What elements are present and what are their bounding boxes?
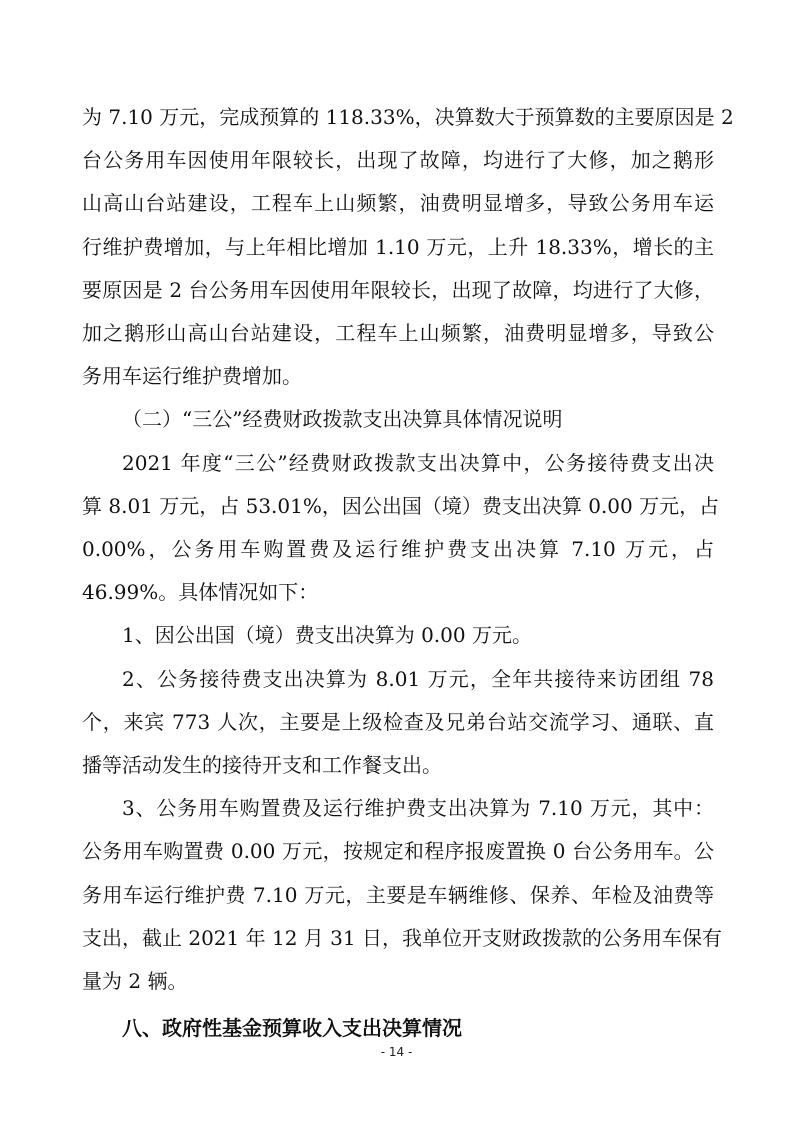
body-text-line: 0.00%，公务用车购置费及运行维护费支出决算 7.10 万元，占 [82, 537, 714, 561]
body-text-line: 加之鹅形山高山台站建设，工程车上山频繁，油费明显增多，导致公 [82, 321, 714, 345]
list-item: 3、公务用车购置费及运行维护费支出决算为 7.10 万元，其中： [122, 796, 714, 821]
body-text-line: 支出，截止 2021 年 12 月 31 日，我单位开支财政拨款的公务用车保有 [82, 925, 722, 950]
body-text-line: 播等活动发生的接待开支和工作餐支出。 [82, 753, 442, 777]
body-text-line: 量为 2 辆。 [82, 969, 188, 993]
body-text-line: 山高山台站建设，工程车上山频繁，油费明显增多，导致公务用车运 [82, 191, 714, 216]
list-item: 1、因公出国（境）费支出决算为 0.00 万元。 [122, 623, 532, 648]
page-number: - 14 - [380, 1045, 413, 1059]
body-text-line: 算 8.01 万元，占 53.01%，因公出国（境）费支出决算 0.00 万元，占 [82, 493, 720, 518]
section-heading: （二）“三公”经费财政拨款支出决算具体情况说明 [122, 407, 563, 432]
body-text-line: 务用车运行维护费 7.10 万元，主要是车辆维修、保养、年检及油费等 [82, 882, 714, 907]
body-text-line: 46.99%。具体情况如下： [82, 580, 319, 605]
body-text-line: 为 7.10 万元，完成预算的 118.33%，决算数大于预算数的主要原因是 2 [82, 105, 734, 129]
body-text-line: 台公务用车因使用年限较长，出现了故障，均进行了大修，加之鹅形 [82, 148, 714, 173]
body-text-line: 2021 年度“三公”经费财政拨款支出决算中，公务接待费支出决 [122, 450, 714, 475]
body-text-line: 公务用车购置费 0.00 万元，按规定和程序报废置换 0 台公务用车。公 [82, 839, 714, 864]
body-text-line: 个，来宾 773 人次，主要是上级检查及兄弟台站交流学习、通联、直 [82, 709, 714, 734]
list-item: 2、公务接待费支出决算为 8.01 万元，全年共接待来访团组 78 [122, 666, 714, 691]
body-text-line: 行维护费增加，与上年相比增加 1.10 万元，上升 18.33%，增长的主 [82, 234, 714, 259]
chapter-heading: 八、政府性基金预算收入支出决算情况 [122, 1016, 462, 1041]
body-text-line: 务用车运行维护费增加。 [82, 364, 302, 389]
body-text-line: 要原因是 2 台公务用车因使用年限较长，出现了故障，均进行了大修， [82, 277, 714, 302]
